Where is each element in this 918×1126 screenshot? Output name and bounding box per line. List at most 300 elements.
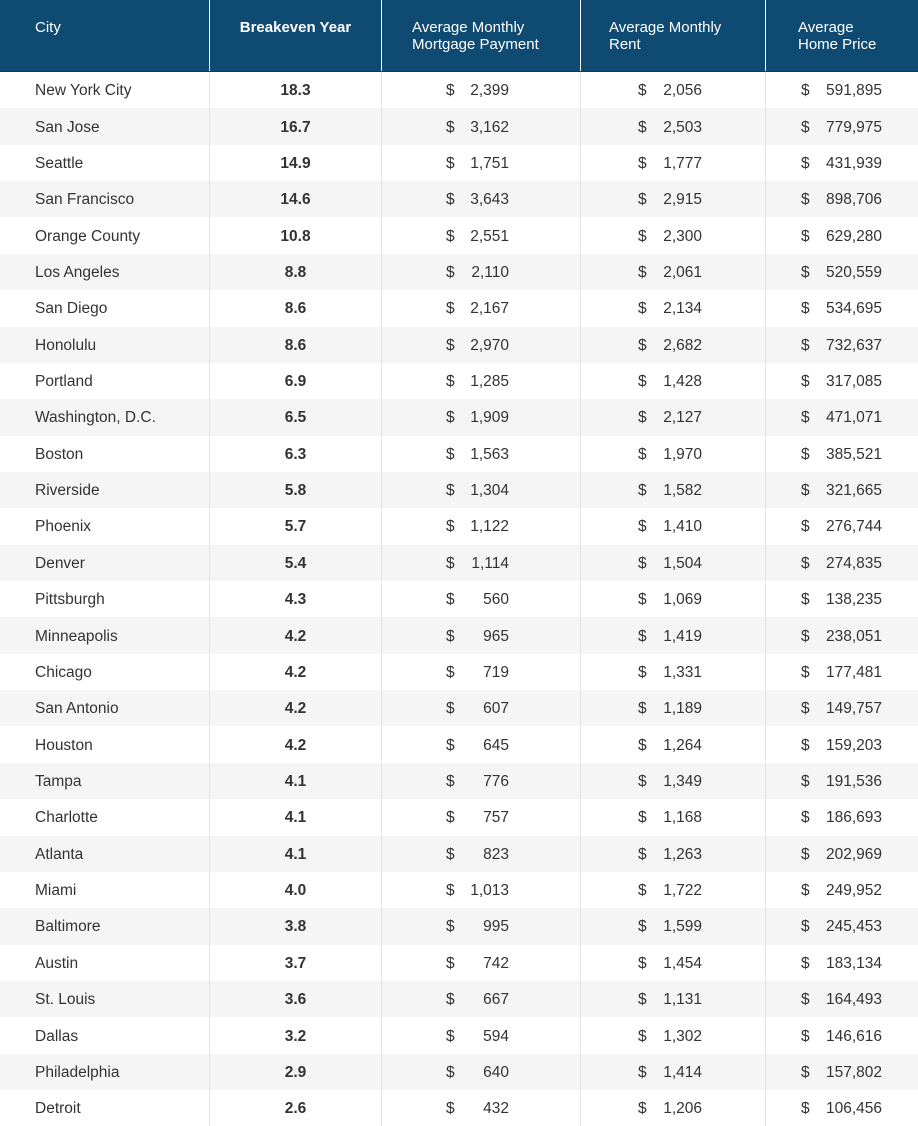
mortgage-cell xyxy=(382,654,581,690)
home-price-cell xyxy=(766,654,918,690)
mortgage-value: 1,285 xyxy=(470,373,509,391)
currency-symbol: $ xyxy=(801,445,810,463)
currency-symbol: $ xyxy=(638,700,647,718)
rent-cell xyxy=(581,617,766,653)
mortgage-value: 823 xyxy=(483,845,509,863)
rent-cell xyxy=(581,1090,766,1126)
column-header-mortgage-line2: Mortgage Payment xyxy=(412,36,539,53)
currency-symbol: $ xyxy=(801,773,810,790)
currency-symbol: $ xyxy=(446,845,455,863)
currency-symbol: $ xyxy=(801,373,810,391)
city-cell: San Antonio xyxy=(0,690,210,726)
city-cell: Miami xyxy=(0,872,210,908)
mortgage-value: 1,909 xyxy=(470,409,509,427)
rent-value: 2,061 xyxy=(663,263,702,281)
table-row xyxy=(0,836,918,872)
rent-cell xyxy=(581,654,766,690)
currency-symbol: $ xyxy=(801,82,810,100)
breakeven-year-cell: 14.6 xyxy=(210,181,382,217)
table-row xyxy=(0,726,918,762)
currency-symbol: $ xyxy=(801,409,810,427)
currency-symbol: $ xyxy=(638,82,647,100)
mortgage-cell xyxy=(382,363,581,399)
currency-symbol: $ xyxy=(801,227,810,245)
currency-symbol: $ xyxy=(801,118,810,136)
home-price-cell xyxy=(766,981,918,1017)
mortgage-value: 2,399 xyxy=(470,82,509,100)
home-price-value: 276,744 xyxy=(825,518,882,536)
currency-symbol: $ xyxy=(638,882,647,900)
breakeven-year-cell: 5.8 xyxy=(210,472,382,508)
currency-symbol: $ xyxy=(638,663,647,681)
home-price-value: 159,203 xyxy=(825,736,882,754)
rent-cell xyxy=(581,908,766,944)
rent-cell xyxy=(581,763,766,799)
currency-symbol: $ xyxy=(638,227,647,245)
breakeven-year-cell: 4.1 xyxy=(210,763,382,799)
currency-symbol: $ xyxy=(801,663,810,681)
city-cell: Portland xyxy=(0,363,210,399)
mortgage-value: 645 xyxy=(483,736,509,754)
mortgage-cell xyxy=(382,872,581,908)
rent-value: 2,915 xyxy=(663,191,702,209)
rent-cell xyxy=(581,508,766,544)
mortgage-cell xyxy=(382,217,581,253)
breakeven-year-cell: 14.9 xyxy=(210,145,382,181)
mortgage-cell xyxy=(382,981,581,1017)
rent-cell xyxy=(581,581,766,617)
rent-cell xyxy=(581,945,766,981)
rent-value: 1,189 xyxy=(663,700,702,718)
currency-symbol: $ xyxy=(638,191,647,209)
currency-symbol: $ xyxy=(638,154,647,172)
table-row xyxy=(0,799,918,835)
table-row xyxy=(0,545,918,581)
mortgage-cell xyxy=(382,763,581,799)
mortgage-cell xyxy=(382,1054,581,1090)
currency-symbol: $ xyxy=(446,82,455,100)
mortgage-value: 1,751 xyxy=(470,154,509,172)
breakeven-year-cell: 8.6 xyxy=(210,327,382,363)
rent-value: 1,069 xyxy=(663,591,702,609)
breakeven-year-cell: 3.2 xyxy=(210,1017,382,1053)
home-price-cell xyxy=(766,1054,918,1090)
currency-symbol: $ xyxy=(638,409,647,427)
currency-symbol: $ xyxy=(446,300,455,318)
rent-cell xyxy=(581,290,766,326)
city-cell: Houston xyxy=(0,726,210,762)
column-header-city xyxy=(0,0,210,71)
currency-symbol: $ xyxy=(801,191,810,209)
home-price-value: 629,280 xyxy=(825,227,882,245)
mortgage-cell xyxy=(382,945,581,981)
column-header-breakeven-year-label: Breakeven Year xyxy=(239,19,352,36)
home-price-cell xyxy=(766,763,918,799)
currency-symbol: $ xyxy=(638,954,647,972)
home-price-value: 202,969 xyxy=(825,845,882,863)
table-row xyxy=(0,1054,918,1090)
breakeven-year-cell: 2.9 xyxy=(210,1054,382,1090)
mortgage-cell xyxy=(382,254,581,290)
rent-value: 1,777 xyxy=(663,154,702,172)
rent-value: 2,300 xyxy=(663,227,702,245)
home-price-value: 238,051 xyxy=(825,627,882,645)
column-header-home-price xyxy=(766,0,918,71)
breakeven-year-cell: 2.6 xyxy=(210,1090,382,1126)
rent-value: 2,056 xyxy=(663,82,702,100)
currency-symbol: $ xyxy=(801,591,810,609)
breakeven-year-cell: 4.2 xyxy=(210,654,382,690)
breakeven-year-cell: 10.8 xyxy=(210,217,382,253)
city-cell: Washington, D.C. xyxy=(0,399,210,435)
home-price-cell xyxy=(766,181,918,217)
column-header-rent xyxy=(581,0,766,71)
currency-symbol: $ xyxy=(801,736,810,754)
breakeven-year-cell: 3.8 xyxy=(210,908,382,944)
city-cell: Pittsburgh xyxy=(0,581,210,617)
city-cell: Denver xyxy=(0,545,210,581)
table-row xyxy=(0,872,918,908)
home-price-value: 186,693 xyxy=(825,809,882,827)
currency-symbol: $ xyxy=(446,991,455,1009)
home-price-cell xyxy=(766,1017,918,1053)
currency-symbol: $ xyxy=(638,518,647,536)
rent-value: 1,970 xyxy=(663,445,702,463)
table-row xyxy=(0,399,918,435)
mortgage-value: 2,970 xyxy=(470,336,509,354)
rent-cell xyxy=(581,327,766,363)
currency-symbol: $ xyxy=(446,482,455,500)
rent-cell xyxy=(581,1017,766,1053)
currency-symbol: $ xyxy=(638,263,647,281)
city-cell: Charlotte xyxy=(0,799,210,835)
currency-symbol: $ xyxy=(801,954,810,972)
home-price-value: 321,665 xyxy=(825,482,882,500)
home-price-value: 245,453 xyxy=(825,918,882,936)
home-price-cell xyxy=(766,581,918,617)
currency-symbol: $ xyxy=(638,1063,647,1081)
home-price-cell xyxy=(766,1090,918,1126)
rent-cell xyxy=(581,799,766,835)
breakeven-year-cell: 4.3 xyxy=(210,581,382,617)
currency-symbol: $ xyxy=(638,991,647,1009)
currency-symbol: $ xyxy=(638,373,647,391)
home-price-cell xyxy=(766,399,918,435)
table-row xyxy=(0,436,918,472)
currency-symbol: $ xyxy=(638,1027,647,1045)
currency-symbol: $ xyxy=(638,773,647,790)
currency-symbol: $ xyxy=(446,409,455,427)
currency-symbol: $ xyxy=(638,482,647,500)
currency-symbol: $ xyxy=(801,154,810,172)
currency-symbol: $ xyxy=(446,736,455,754)
currency-symbol: $ xyxy=(446,227,455,245)
home-price-value: 138,235 xyxy=(825,591,882,609)
rent-cell xyxy=(581,217,766,253)
table-body xyxy=(0,72,918,1126)
breakeven-year-cell: 8.8 xyxy=(210,254,382,290)
rent-cell xyxy=(581,108,766,144)
currency-symbol: $ xyxy=(446,954,455,972)
city-cell: Austin xyxy=(0,945,210,981)
currency-symbol: $ xyxy=(638,591,647,609)
currency-symbol: $ xyxy=(446,1063,455,1081)
city-cell: Phoenix xyxy=(0,508,210,544)
table-row xyxy=(0,108,918,144)
mortgage-value: 742 xyxy=(483,954,509,972)
city-cell: Atlanta xyxy=(0,836,210,872)
table-row xyxy=(0,617,918,653)
breakeven-year-cell: 4.2 xyxy=(210,726,382,762)
table-row xyxy=(0,254,918,290)
currency-symbol: $ xyxy=(638,554,647,572)
home-price-value: 183,134 xyxy=(825,954,882,972)
currency-symbol: $ xyxy=(446,518,455,536)
mortgage-value: 667 xyxy=(483,991,509,1009)
currency-symbol: $ xyxy=(446,773,455,790)
city-cell: New York City xyxy=(0,72,210,108)
rent-value: 1,414 xyxy=(663,1063,702,1081)
home-price-cell xyxy=(766,508,918,544)
home-price-cell xyxy=(766,290,918,326)
currency-symbol: $ xyxy=(446,263,455,281)
home-price-cell xyxy=(766,254,918,290)
city-cell: Dallas xyxy=(0,1017,210,1053)
rent-value: 1,410 xyxy=(663,518,702,536)
breakeven-year-cell: 6.5 xyxy=(210,399,382,435)
home-price-value: 164,493 xyxy=(825,991,882,1009)
rent-value: 1,419 xyxy=(663,627,702,645)
home-price-cell xyxy=(766,108,918,144)
mortgage-value: 2,167 xyxy=(470,300,509,318)
mortgage-cell xyxy=(382,1090,581,1126)
currency-symbol: $ xyxy=(638,809,647,827)
currency-symbol: $ xyxy=(446,809,455,827)
city-cell: Orange County xyxy=(0,217,210,253)
home-price-cell xyxy=(766,908,918,944)
breakeven-year-cell: 4.1 xyxy=(210,799,382,835)
breakeven-year-cell: 5.7 xyxy=(210,508,382,544)
mortgage-value: 1,114 xyxy=(471,554,509,572)
rent-cell xyxy=(581,726,766,762)
home-price-value: 149,757 xyxy=(825,700,882,718)
rent-cell xyxy=(581,399,766,435)
rent-value: 2,682 xyxy=(663,336,702,354)
column-header-rent-line1: Average Monthly xyxy=(609,19,722,36)
currency-symbol: $ xyxy=(446,373,455,391)
rent-value: 1,263 xyxy=(663,845,702,863)
mortgage-cell xyxy=(382,726,581,762)
table-row xyxy=(0,581,918,617)
table-row xyxy=(0,181,918,217)
currency-symbol: $ xyxy=(801,1063,810,1081)
mortgage-cell xyxy=(382,436,581,472)
rent-value: 1,599 xyxy=(663,918,702,936)
home-price-value: 779,975 xyxy=(825,118,882,136)
currency-symbol: $ xyxy=(446,1027,455,1045)
rent-value: 1,428 xyxy=(663,373,702,391)
currency-symbol: $ xyxy=(446,191,455,209)
currency-symbol: $ xyxy=(638,627,647,645)
currency-symbol: $ xyxy=(801,1027,810,1045)
home-price-value: 898,706 xyxy=(825,191,882,209)
mortgage-value: 560 xyxy=(483,591,509,609)
mortgage-value: 607 xyxy=(483,700,509,718)
currency-symbol: $ xyxy=(446,627,455,645)
currency-symbol: $ xyxy=(638,300,647,318)
mortgage-value: 3,162 xyxy=(470,118,509,136)
currency-symbol: $ xyxy=(801,991,810,1009)
city-cell: Philadelphia xyxy=(0,1054,210,1090)
currency-symbol: $ xyxy=(801,263,810,281)
rent-value: 1,582 xyxy=(663,482,702,500)
table-row xyxy=(0,327,918,363)
mortgage-cell xyxy=(382,399,581,435)
table-header xyxy=(0,0,918,72)
currency-symbol: $ xyxy=(446,154,455,172)
column-header-city-label: City xyxy=(35,19,61,36)
mortgage-cell xyxy=(382,908,581,944)
column-header-breakeven-year xyxy=(210,0,382,71)
table-row xyxy=(0,981,918,1017)
rent-value: 2,134 xyxy=(663,300,702,318)
rent-value: 1,302 xyxy=(663,1027,702,1045)
rent-cell xyxy=(581,363,766,399)
city-cell: Baltimore xyxy=(0,908,210,944)
rent-cell xyxy=(581,436,766,472)
home-price-value: 249,952 xyxy=(825,882,882,900)
mortgage-cell xyxy=(382,799,581,835)
rent-value: 1,504 xyxy=(663,554,702,572)
mortgage-cell xyxy=(382,108,581,144)
currency-symbol: $ xyxy=(446,118,455,136)
table-row xyxy=(0,508,918,544)
mortgage-value: 594 xyxy=(483,1027,509,1045)
rent-value: 1,168 xyxy=(663,809,702,827)
mortgage-cell xyxy=(382,581,581,617)
currency-symbol: $ xyxy=(638,918,647,936)
mortgage-value: 995 xyxy=(483,918,509,936)
mortgage-cell xyxy=(382,472,581,508)
home-price-cell xyxy=(766,145,918,181)
rent-cell xyxy=(581,545,766,581)
mortgage-value: 2,110 xyxy=(471,263,509,281)
home-price-value: 157,802 xyxy=(825,1063,882,1081)
breakeven-year-cell: 16.7 xyxy=(210,108,382,144)
breakeven-year-cell: 4.1 xyxy=(210,836,382,872)
rent-value: 1,206 xyxy=(663,1100,702,1118)
breakeven-year-cell: 6.3 xyxy=(210,436,382,472)
column-header-home-price-line1: Average xyxy=(798,19,854,36)
city-cell: St. Louis xyxy=(0,981,210,1017)
home-price-value: 106,456 xyxy=(825,1100,882,1118)
rent-value: 2,127 xyxy=(663,409,702,427)
breakeven-year-cell: 4.2 xyxy=(210,690,382,726)
mortgage-cell xyxy=(382,181,581,217)
table-row xyxy=(0,145,918,181)
currency-symbol: $ xyxy=(446,445,455,463)
home-price-cell xyxy=(766,799,918,835)
breakeven-year-cell: 18.3 xyxy=(210,72,382,108)
rent-cell xyxy=(581,872,766,908)
currency-symbol: $ xyxy=(638,1100,647,1118)
city-cell: Los Angeles xyxy=(0,254,210,290)
currency-symbol: $ xyxy=(801,482,810,500)
mortgage-value: 1,563 xyxy=(470,445,509,463)
breakeven-year-cell: 6.9 xyxy=(210,363,382,399)
home-price-value: 385,521 xyxy=(825,445,882,463)
city-cell: Detroit xyxy=(0,1090,210,1126)
rent-value: 1,349 xyxy=(663,773,702,790)
mortgage-value: 2,551 xyxy=(470,227,509,245)
mortgage-cell xyxy=(382,617,581,653)
mortgage-cell xyxy=(382,145,581,181)
city-cell: Minneapolis xyxy=(0,617,210,653)
rent-cell xyxy=(581,145,766,181)
column-header-mortgage xyxy=(382,0,581,71)
home-price-cell xyxy=(766,617,918,653)
currency-symbol: $ xyxy=(801,336,810,354)
mortgage-value: 1,122 xyxy=(470,518,509,536)
breakeven-year-cell: 5.4 xyxy=(210,545,382,581)
mortgage-cell xyxy=(382,545,581,581)
table-row xyxy=(0,217,918,253)
home-price-cell xyxy=(766,836,918,872)
mortgage-value: 757 xyxy=(483,809,509,827)
home-price-value: 534,695 xyxy=(825,300,882,318)
currency-symbol: $ xyxy=(638,336,647,354)
breakeven-year-cell: 8.6 xyxy=(210,290,382,326)
table-row xyxy=(0,290,918,326)
home-price-cell xyxy=(766,545,918,581)
mortgage-value: 432 xyxy=(483,1100,509,1118)
currency-symbol: $ xyxy=(446,918,455,936)
mortgage-cell xyxy=(382,327,581,363)
city-cell: Riverside xyxy=(0,472,210,508)
currency-symbol: $ xyxy=(801,627,810,645)
table-row xyxy=(0,472,918,508)
mortgage-value: 1,013 xyxy=(470,882,509,900)
breakeven-year-cell: 3.7 xyxy=(210,945,382,981)
mortgage-value: 3,643 xyxy=(470,191,509,209)
rent-value: 1,131 xyxy=(663,991,702,1009)
currency-symbol: $ xyxy=(446,1100,455,1118)
currency-symbol: $ xyxy=(638,736,647,754)
column-header-home-price-line2: Home Price xyxy=(798,36,877,53)
city-cell: Chicago xyxy=(0,654,210,690)
home-price-value: 591,895 xyxy=(825,82,882,100)
rent-value: 1,454 xyxy=(663,954,702,972)
currency-symbol: $ xyxy=(446,700,455,718)
table-row xyxy=(0,908,918,944)
home-price-cell xyxy=(766,436,918,472)
home-price-value: 274,835 xyxy=(825,554,882,572)
home-price-cell xyxy=(766,327,918,363)
home-price-cell xyxy=(766,872,918,908)
rent-cell xyxy=(581,254,766,290)
breakeven-year-cell: 4.0 xyxy=(210,872,382,908)
home-price-cell xyxy=(766,690,918,726)
rent-cell xyxy=(581,72,766,108)
city-cell: Boston xyxy=(0,436,210,472)
mortgage-cell xyxy=(382,1017,581,1053)
rent-cell xyxy=(581,690,766,726)
table-row xyxy=(0,1017,918,1053)
home-price-value: 431,939 xyxy=(825,154,882,172)
rent-cell xyxy=(581,1054,766,1090)
table-row xyxy=(0,654,918,690)
home-price-value: 520,559 xyxy=(825,263,882,281)
